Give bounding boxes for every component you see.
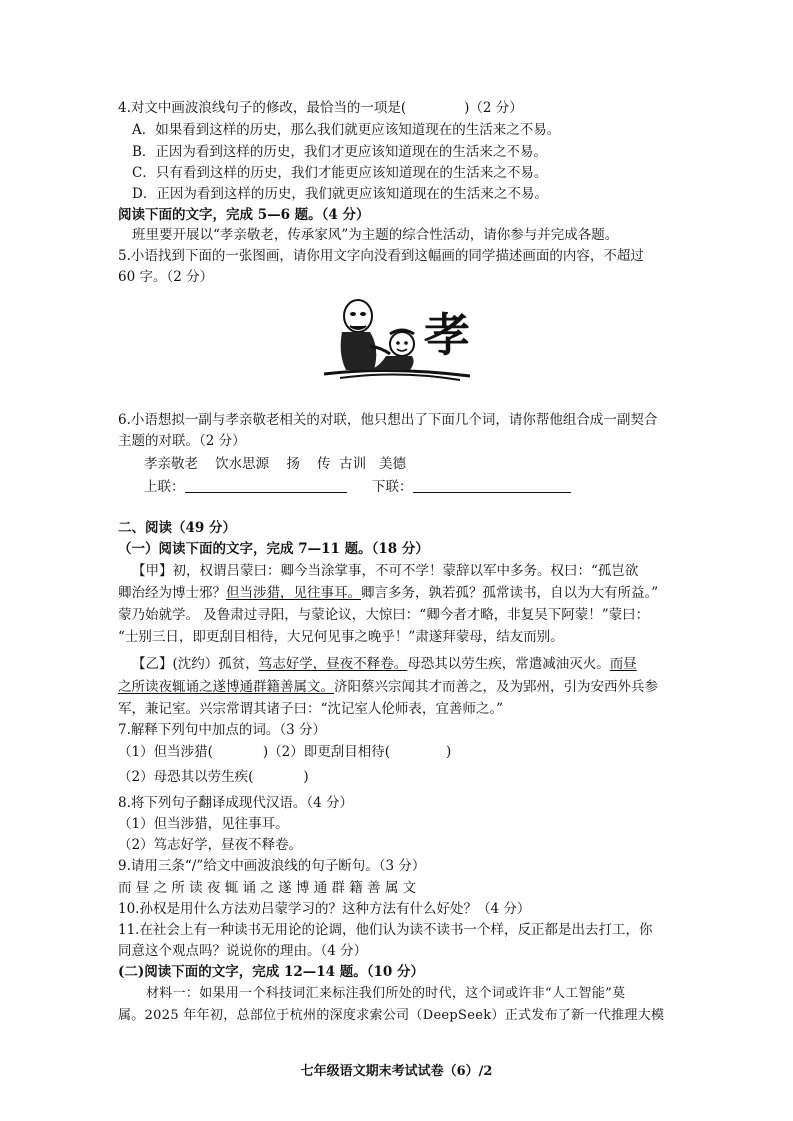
reading-part1-heading: （一）阅读下面的文字，完成 7—11 题。（18 分） bbox=[118, 541, 429, 557]
q5-line1: 5.小语找到下面的一张图画，请你用文字向没看到这幅画的同学描述画面的内容，不超过 bbox=[118, 248, 644, 264]
section-reading: 二、阅读（49 分） bbox=[118, 520, 236, 536]
couplet-upper bbox=[144, 478, 347, 496]
material1-line2: 属。2025 年年初，总部位于杭州的深度求索公司（DeepSeek）正式发布了新一代推理大模 bbox=[118, 1008, 665, 1023]
q7-1c: ) bbox=[445, 744, 452, 760]
jia-line2 bbox=[118, 584, 658, 602]
sec56-intro: 班里要开展以“孝亲敬老，传承家风”为主题的综合性活动，请你参与并完成各题。 bbox=[132, 227, 619, 243]
jia-line2-a: 卿治经为博士邪？ bbox=[118, 585, 226, 601]
cartoon-character: 孝 bbox=[424, 308, 470, 362]
couplet-upper-label: 上联： bbox=[144, 479, 185, 495]
q4-stem bbox=[118, 99, 523, 117]
q4-option-a: A．如果看到这样的历史，那么我们就更应该知道现在的生活来之不易。 bbox=[132, 122, 561, 138]
material1-line1: 材料一：如果用一个科技词汇来标注我们所处的时代，这个词或许非“人工智能”莫 bbox=[146, 986, 626, 1001]
q8-item1: （1）但当涉猎，见往事耳。 bbox=[118, 816, 289, 832]
jia-underlined-sentence: 但当涉猎，见往事耳。 bbox=[226, 585, 361, 601]
couplet-lower-label: 下联： bbox=[372, 479, 413, 495]
q7-2a: （2）母恐其以劳生疾( bbox=[118, 769, 254, 785]
q4-option-d: D．正因为看到这样的历史，我们就更应该知道现在的生活来之不易。 bbox=[132, 186, 548, 202]
q7-1b: )（2）即更刮目相待( bbox=[262, 744, 390, 760]
q5-line2: 60 字。（2 分） bbox=[118, 269, 214, 285]
q4-option-b: B．正因为看到这样的历史，我们才更应该知道现在的生活来之不易。 bbox=[132, 144, 547, 160]
q11-line2: 同意这个观点吗？说说你的理由。（4 分） bbox=[118, 943, 368, 959]
filial-piety-cartoon bbox=[320, 296, 480, 384]
q4-stem-text: 4.对文中画波浪线句子的修改，最恰当的一项是( bbox=[118, 100, 407, 116]
q7-items-2 bbox=[118, 768, 309, 786]
couplet-upper-blank[interactable] bbox=[185, 478, 347, 493]
yi-underlined-sentence: 笃志好学，昼夜不释卷。 bbox=[258, 656, 408, 672]
yi-line1 bbox=[132, 655, 637, 673]
q4-stem-end: )（2 分） bbox=[464, 100, 523, 116]
q6-words: 孝亲敬老 饮水思源 扬 传 古训 美德 bbox=[144, 456, 406, 472]
yi-line1-a: 【乙】(沈约）孤贫， bbox=[132, 656, 259, 672]
q9-stem: 9.请用三条“/”给文中画波浪线的句子断句。（3 分） bbox=[118, 858, 426, 874]
jia-line1: 【甲】初，权谓吕蒙曰：卿今当涂掌事，不可不学！蒙辞以军中多务。权曰：“孤岂欲 bbox=[132, 563, 639, 579]
yi-line2 bbox=[118, 678, 658, 696]
q8-stem: 8.将下列句子翻译成现代汉语。（4 分） bbox=[118, 795, 354, 811]
jia-line3: 蒙乃始就学。 及鲁肃过寻阳，与蒙论议，大惊曰：“卿今者才略，非复吴下阿蒙！”蒙曰： bbox=[118, 607, 650, 623]
yi-wavy-sentence: 之所读夜辄诵之遂博通群籍善属文。 bbox=[118, 679, 334, 695]
q8-item2: （2）笃志好学，昼夜不释卷。 bbox=[118, 837, 303, 853]
q6-line1: 6.小语想拟一副与孝亲敬老相关的对联，他只想出了下面几个词，请你帮他组合成一副契合 bbox=[118, 412, 658, 428]
q10-stem: 10.孙权是用什么方法劝吕蒙学习的？这种方法有什么好处？（4 分） bbox=[118, 901, 531, 917]
couplet-lower-blank[interactable] bbox=[413, 478, 571, 493]
q11-line1: 11.在社会上有一种读书无用论的论调，他们认为读不读书一个样，反正都是出去打工，你 bbox=[118, 922, 653, 938]
q6-line2: 主题的对联。（2 分） bbox=[118, 433, 246, 449]
q4-option-c: C．只有看到这样的历史，我们才能更应该知道现在的生活来之不易。 bbox=[132, 165, 548, 181]
yi-line1-b: 母恐其以劳生疾，常遣减油灭火。 bbox=[407, 656, 610, 672]
page-footer: 七年级语文期末考试试卷（6）/2 bbox=[300, 1064, 493, 1079]
sec56-heading: 阅读下面的文字，完成 5—6 题。（4 分） bbox=[118, 207, 370, 223]
jia-line2-b: 卿言多务，孰若孤？孤常读书，自以为大有所益。” bbox=[361, 585, 659, 601]
q7-items-1 bbox=[118, 743, 451, 761]
yi-line3: 军，兼记室。兴宗常谓其诸子曰：“沈记室人伦师表，宜善师之。” bbox=[118, 701, 504, 717]
yi-wavy-start: 而昼 bbox=[609, 656, 637, 672]
q7-1a: （1）但当涉猎( bbox=[118, 744, 213, 760]
reading-part2-heading: (二)阅读下面的文字，完成 12—14 题。（10 分） bbox=[118, 964, 424, 980]
yi-line2-b: 济阳蔡兴宗闻其才而善之，及为郢州，引为安西外兵参 bbox=[334, 679, 658, 695]
q7-stem: 7.解释下列句中加点的词。（3 分） bbox=[118, 722, 327, 738]
jia-line4: “士别三日，即更刮目相待，大兄何见事之晚乎！”肃遂拜蒙母，结友而别。 bbox=[118, 629, 564, 645]
q7-2b: ) bbox=[303, 769, 309, 785]
q9-text: 而 昼 之 所 读 夜 辄 诵 之 遂 博 通 群 籍 善 属 文 bbox=[118, 880, 417, 896]
couplet-lower bbox=[372, 478, 571, 496]
